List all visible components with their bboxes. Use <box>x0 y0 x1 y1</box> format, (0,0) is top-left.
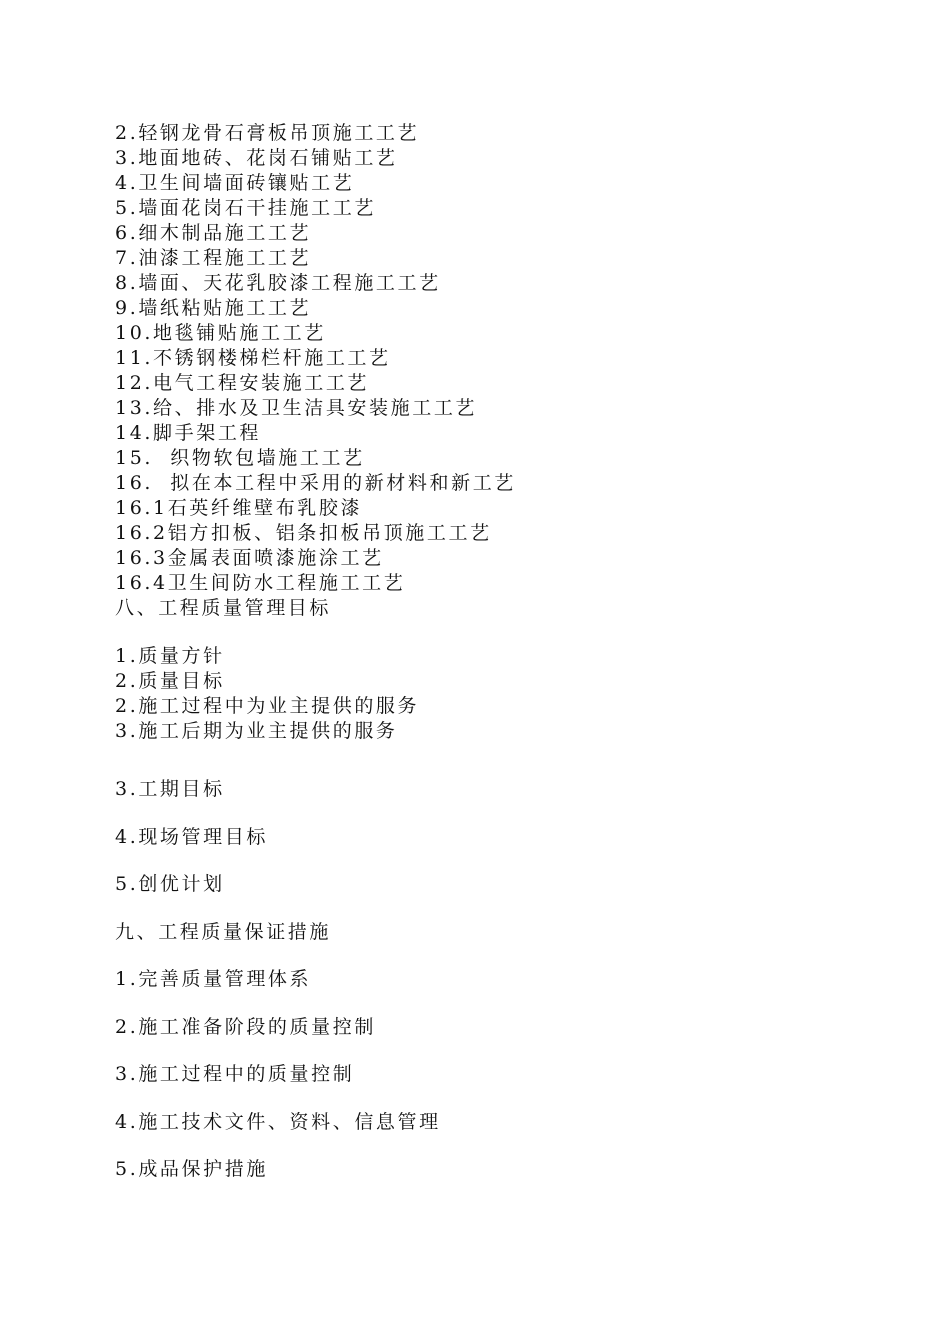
item-product-protection: 5.成品保护措施 <box>115 1158 268 1180</box>
item-floor-tile: 3.地面地砖、花岗石铺贴工艺 <box>115 147 398 169</box>
item-bathroom-wall-tile: 4.卫生间墙面砖镶贴工艺 <box>115 172 355 194</box>
document-content <box>115 121 915 1194</box>
item-service-during: 2.施工过程中为业主提供的服务 <box>115 694 420 717</box>
item-process-control: 3.施工过程中的质量控制 <box>115 1063 355 1085</box>
item-aluminum-ceiling: 16.2铝方扣板、铝条扣板吊顶施工工艺 <box>115 522 492 544</box>
item-fabric-wall: 15. 织物软包墙施工工艺 <box>115 447 365 469</box>
item-latex-paint: 8.墙面、天花乳胶漆工程施工工艺 <box>115 272 441 294</box>
section-heading-quality-assurance: 九、工程质量保证措施 <box>115 920 332 943</box>
item-metal-spray: 16.3金属表面喷漆施涂工艺 <box>115 547 384 569</box>
item-quality-target: 2.质量目标 <box>115 669 225 692</box>
item-plumbing: 13.给、排水及卫生洁具安装施工工艺 <box>115 397 478 419</box>
item-new-materials: 16. 拟在本工程中采用的新材料和新工艺 <box>115 472 516 494</box>
item-paint-works: 7.油漆工程施工工艺 <box>115 247 312 269</box>
item-document-management: 4.施工技术文件、资料、信息管理 <box>115 1110 441 1133</box>
item-quality-system: 1.完善质量管理体系 <box>115 968 312 990</box>
item-electrical: 12.电气工程安装施工工艺 <box>115 372 370 394</box>
item-fine-woodwork: 6.细木制品施工工艺 <box>115 222 312 244</box>
item-excellence-plan: 5.创优计划 <box>115 873 225 895</box>
item-carpet: 10.地毯铺贴施工工艺 <box>115 322 326 344</box>
item-scaffolding: 14.脚手架工程 <box>115 422 262 444</box>
item-schedule-target: 3.工期目标 <box>115 778 225 800</box>
item-stair-railing: 11.不锈钢楼梯栏杆施工工艺 <box>115 347 391 369</box>
item-granite-dry-hang: 5.墙面花岗石干挂施工工艺 <box>115 197 376 219</box>
item-preparation-control: 2.施工准备阶段的质量控制 <box>115 1015 376 1038</box>
item-wallpaper: 9.墙纸粘贴施工工艺 <box>115 297 312 319</box>
item-site-management: 4.现场管理目标 <box>115 825 268 848</box>
item-quartz-fiber: 16.1石英纤维壁布乳胶漆 <box>115 497 363 519</box>
item-service-after: 3.施工后期为业主提供的服务 <box>115 719 398 742</box>
item-quality-policy: 1.质量方针 <box>115 645 225 667</box>
item-bathroom-waterproof: 16.4卫生间防水工程施工工艺 <box>115 572 406 594</box>
item-ceiling-gypsum: 2.轻钢龙骨石膏板吊顶施工工艺 <box>115 122 420 144</box>
section-heading-quality-goals: 八、工程质量管理目标 <box>115 597 332 619</box>
